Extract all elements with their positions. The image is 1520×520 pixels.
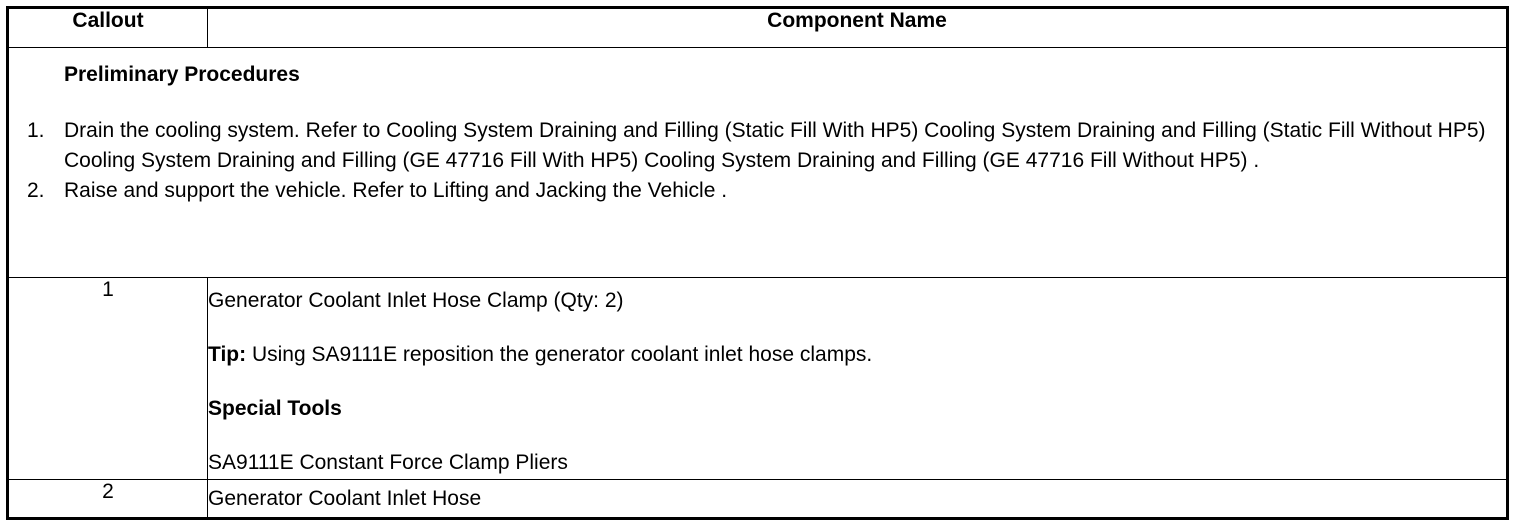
step-item xyxy=(9,176,1506,206)
component-cell: Generator Coolant Inlet Hose xyxy=(208,480,1508,519)
special-tools-heading: Special Tools xyxy=(208,397,342,420)
preliminary-steps xyxy=(9,116,1506,206)
step-text: Raise and support the vehicle. Refer to Lifting and Jacking the Vehicle . xyxy=(64,179,728,202)
step-item xyxy=(9,116,1506,176)
callout-cell: 2 xyxy=(8,480,208,519)
tip-line xyxy=(208,342,1506,368)
preliminary-cell xyxy=(8,48,1508,278)
table-row xyxy=(8,480,1508,519)
tip-text: Using SA9111E reposition the generator coolant inlet hose clamps. xyxy=(246,343,873,366)
preliminary-title: Preliminary Procedures xyxy=(64,63,300,86)
callout-cell: 1 xyxy=(8,278,208,480)
step-number: 1. xyxy=(27,119,45,142)
special-tool-item: SA9111E Constant Force Clamp Pliers xyxy=(208,451,568,474)
procedure-table xyxy=(6,6,1509,520)
preliminary-row xyxy=(8,48,1508,278)
tip-label: Tip: xyxy=(208,343,247,366)
callout-header: Callout xyxy=(8,8,208,48)
step-text: Drain the cooling system. Refer to Cooling System Draining and Filling (Static Fill With HP5) Cooling System Draining and Filling (Static Fill Without HP5) Cooling System Draining and Filling (GE 47716 Fill With HP5) Cooling System Draining and Filling (GE 47716 Fill Without HP5) . xyxy=(64,119,1486,172)
component-name-header: Component Name xyxy=(208,8,1508,48)
table-row xyxy=(8,278,1508,480)
header-row xyxy=(8,8,1508,48)
step-number: 2. xyxy=(27,179,45,202)
component-name: Generator Coolant Inlet Hose Clamp (Qty: 2) xyxy=(208,289,624,312)
component-cell xyxy=(208,278,1508,480)
